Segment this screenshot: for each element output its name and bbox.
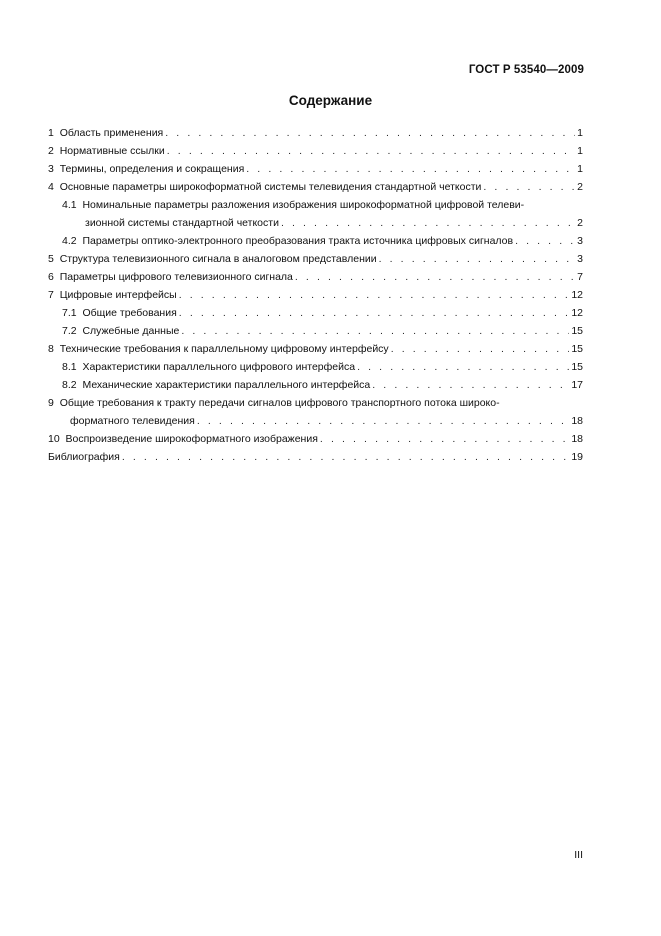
toc-number: 1 xyxy=(48,127,54,139)
toc-entry-3[interactable] xyxy=(48,160,583,178)
dot-leader xyxy=(379,250,576,268)
dot-leader xyxy=(372,376,569,394)
toc-number: 2 xyxy=(48,145,54,157)
toc-page: 3 xyxy=(577,235,583,247)
toc-entry-1[interactable] xyxy=(48,124,583,142)
dot-leader xyxy=(165,124,575,142)
toc-title: Библиография xyxy=(48,451,120,463)
toc-page: 1 xyxy=(577,145,583,157)
toc-title: Параметры оптико-электронного преобразования тракта источника цифровых сигналов xyxy=(82,235,514,247)
toc-page: 1 xyxy=(577,127,583,139)
toc-entry-2[interactable] xyxy=(48,142,583,160)
toc-title: Общие требования xyxy=(82,307,177,319)
toc-number: 7.2 xyxy=(62,325,77,337)
dot-leader xyxy=(179,286,570,304)
toc-entry-4-2[interactable] xyxy=(48,232,583,250)
toc-entry-8-2[interactable] xyxy=(48,376,583,394)
dot-leader xyxy=(122,448,569,466)
toc-page: 2 xyxy=(577,217,583,229)
toc-entry-4-1[interactable] xyxy=(48,196,583,232)
toc-page: 7 xyxy=(577,271,583,283)
toc-entry-bibliography[interactable] xyxy=(48,448,583,466)
toc-title: Термины, определения и сокращения xyxy=(59,163,245,175)
toc-number: 8.1 xyxy=(62,361,77,373)
dot-leader xyxy=(246,160,575,178)
toc-title: Механические характеристики параллельного интерфейса xyxy=(82,379,371,391)
toc-number: 6 xyxy=(48,271,54,283)
toc-number: 5 xyxy=(48,253,54,265)
table-of-contents xyxy=(48,124,583,466)
toc-entry-4[interactable] xyxy=(48,178,583,196)
dot-leader xyxy=(197,412,569,430)
page-number: III xyxy=(574,849,583,861)
toc-title: Характеристики параллельного цифрового интерфейса xyxy=(82,361,356,373)
dot-leader xyxy=(181,322,569,340)
dot-leader xyxy=(320,430,569,448)
toc-entry-9[interactable] xyxy=(48,394,583,430)
toc-number: 4.1 xyxy=(62,199,77,211)
toc-title-line1: Номинальные параметры разложения изображения широкоформатной цифровой телеви- xyxy=(82,199,525,211)
toc-page: 18 xyxy=(571,415,583,427)
toc-title-line1: Общие требования к тракту передачи сигналов цифрового транспортного потока широко- xyxy=(59,397,500,409)
toc-number: 8.2 xyxy=(62,379,77,391)
toc-entry-8[interactable] xyxy=(48,340,583,358)
toc-title: Область применения xyxy=(59,127,164,139)
toc-title: Основные параметры широкоформатной системы телевидения стандартной четкости xyxy=(59,181,482,193)
dot-leader xyxy=(515,232,575,250)
toc-number: 10 xyxy=(48,433,60,445)
toc-number: 8 xyxy=(48,343,54,355)
toc-title: Параметры цифрового телевизионного сигнала xyxy=(59,271,293,283)
toc-title: Служебные данные xyxy=(82,325,180,337)
toc-number: 4 xyxy=(48,181,54,193)
toc-number: 7.1 xyxy=(62,307,77,319)
toc-page: 12 xyxy=(571,307,583,319)
document-code: ГОСТ Р 53540—2009 xyxy=(468,64,584,76)
toc-number: 4.2 xyxy=(62,235,77,247)
toc-entry-7[interactable] xyxy=(48,286,583,304)
toc-page: 15 xyxy=(571,343,583,355)
toc-entry-5[interactable] xyxy=(48,250,583,268)
toc-page: 2 xyxy=(577,181,583,193)
toc-title: Нормативные ссылки xyxy=(59,145,165,157)
toc-page: 15 xyxy=(571,361,583,373)
toc-entry-7-2[interactable] xyxy=(48,322,583,340)
toc-number: 3 xyxy=(48,163,54,175)
toc-title: Технические требования к параллельному цифровому интерфейсу xyxy=(59,343,389,355)
toc-page: 1 xyxy=(577,163,583,175)
toc-page: 3 xyxy=(577,253,583,265)
dot-leader xyxy=(357,358,569,376)
toc-title-line2: форматного телевидения xyxy=(70,415,195,427)
dot-leader xyxy=(391,340,570,358)
dot-leader xyxy=(295,268,575,286)
toc-entry-7-1[interactable] xyxy=(48,304,583,322)
toc-entry-8-1[interactable] xyxy=(48,358,583,376)
toc-title: Воспроизведение широкоформатного изображения xyxy=(65,433,318,445)
toc-page: 18 xyxy=(571,433,583,445)
toc-entry-10[interactable] xyxy=(48,430,583,448)
toc-page: 19 xyxy=(571,451,583,463)
toc-page: 12 xyxy=(571,289,583,301)
toc-title-line2: зионной системы стандартной четкости xyxy=(85,217,279,229)
toc-page: 15 xyxy=(571,325,583,337)
dot-leader xyxy=(179,304,570,322)
page-title: Содержание xyxy=(288,93,373,108)
toc-entry-6[interactable] xyxy=(48,268,583,286)
toc-title: Цифровые интерфейсы xyxy=(59,289,177,301)
dot-leader xyxy=(281,214,575,232)
toc-number: 9 xyxy=(48,397,54,409)
dot-leader xyxy=(483,178,575,196)
toc-title: Структура телевизионного сигнала в аналоговом представлении xyxy=(59,253,377,265)
toc-page: 17 xyxy=(571,379,583,391)
dot-leader xyxy=(167,142,575,160)
toc-number: 7 xyxy=(48,289,54,301)
